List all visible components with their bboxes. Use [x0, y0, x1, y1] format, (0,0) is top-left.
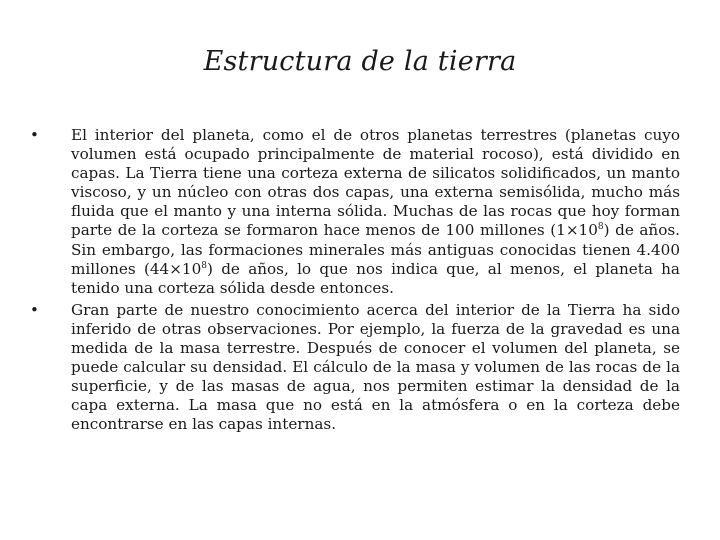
bullet-text-part-c: ) de años, lo que nos indica que, al menos, el planeta ha tenido una corteza sólida desde entonces.: [71, 259, 680, 297]
bullet-item-interior: [30, 126, 680, 298]
bullet-item-conocimiento: [30, 301, 680, 435]
bullet-dot-icon: •: [30, 300, 39, 319]
exponent-b: 8: [201, 260, 207, 271]
bullet-dot-icon: •: [30, 126, 39, 144]
exponent-a: 8: [597, 222, 604, 233]
bullet-text: Gran parte de nuestro conocimiento acerca del interior de la Tierra ha sido inferido de otras observaciones. Por ejemplo, la fuerza de la gravedad es una medida de la masa terrestre. Después de conocer el volumen del planeta, se puede calcular su densidad. El cálculo de la masa y volumen de las rocas de la superficie, y de las masas de agua, nos permiten estimar la densidad de la capa externa. La masa que no está en la atmósfera o en la corteza debe encontrarse en las capas internas.: [71, 300, 680, 434]
bullet-text-part-b: ) de años. Sin embargo, las formaciones minerales más antiguas conocidas tienen 4.400 millones (44×10: [71, 221, 680, 278]
slide-title: Estructura de la tierra: [203, 46, 517, 77]
bullet-text-part-a: El interior del planeta, como el de otros planetas terrestres (planetas cuyo volumen está ocupado principalmente de material rocoso), está dividido en capas. La Tierra tiene una corteza externa de silicatos solidificados, un manto viscoso, y un núcleo con otras dos capas, una externa semisólida, mucho más fluida que el manto y una interna sólida. Muchas de las rocas que hoy forman parte de la corteza se formaron hace menos de 100 millones (1×10: [71, 126, 680, 240]
bullet-list: [30, 126, 680, 438]
